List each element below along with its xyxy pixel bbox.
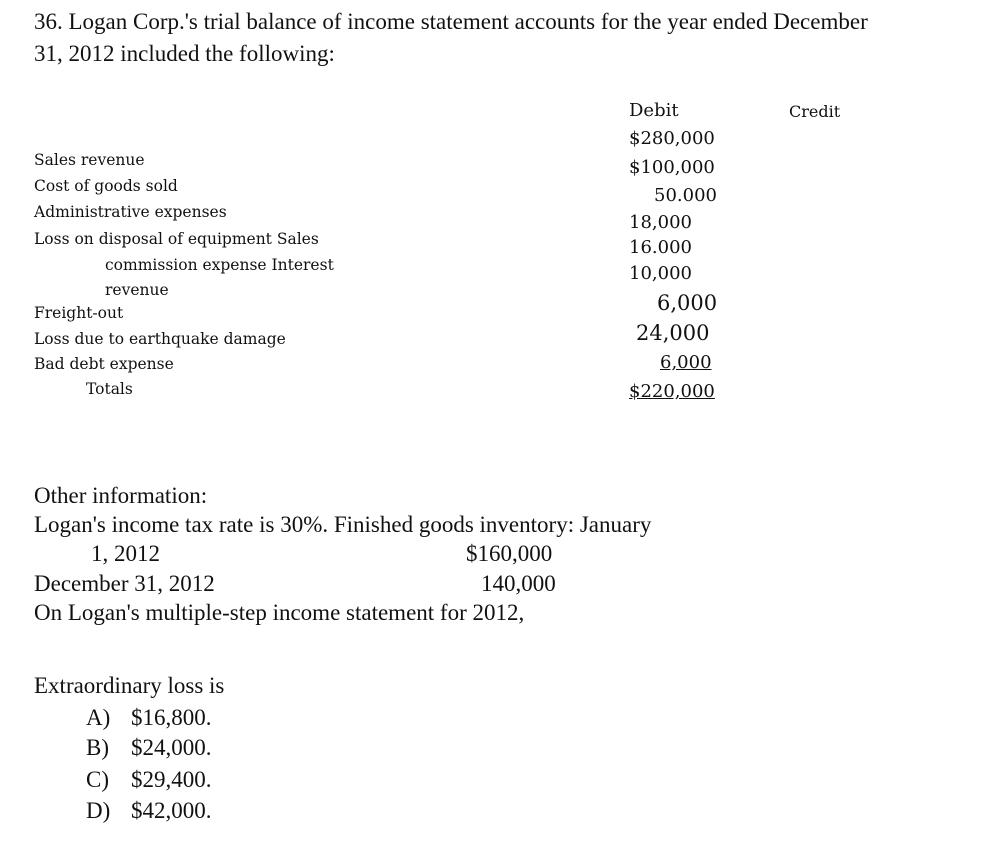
question-text bbox=[34, 6, 868, 70]
question-line-2: 31, 2012 included the following: bbox=[34, 41, 335, 66]
question-number: 36. bbox=[34, 9, 63, 34]
tax-rate-line: Logan's income tax rate is 30%. Finished goods inventory: January bbox=[34, 512, 652, 537]
amount-6: 10,000 bbox=[629, 263, 692, 284]
label-earthquake-loss: Loss due to earthquake damage bbox=[34, 330, 286, 348]
statement-line: On Logan's multiple-step income statement for 2012, bbox=[34, 600, 525, 625]
amount-7: 6,000 bbox=[657, 291, 718, 315]
choice-a-value: $16,800. bbox=[131, 705, 212, 730]
amount-9: 6,000 bbox=[660, 352, 712, 373]
amount-4: 18,000 bbox=[629, 212, 692, 233]
amount-5: 16.000 bbox=[629, 237, 692, 258]
credit-header: Credit bbox=[789, 102, 841, 121]
choice-b-value: $24,000. bbox=[131, 735, 212, 760]
amount-8: 24,000 bbox=[636, 321, 710, 345]
debit-header: Debit bbox=[629, 100, 679, 121]
question-line-1: 36. Logan Corp.'s trial balance of income statement accounts for the year ended December bbox=[34, 9, 868, 34]
choice-b-letter: B) bbox=[86, 735, 109, 760]
choice-c-value: $29,400. bbox=[131, 767, 212, 792]
choice-c-letter: C) bbox=[86, 767, 109, 792]
choice-d-letter: D) bbox=[86, 798, 111, 823]
label-freight-out: Freight-out bbox=[34, 304, 124, 322]
amount-3: 50.000 bbox=[654, 185, 717, 206]
label-loss-on-disposal: Loss on disposal of equipment Sales bbox=[34, 230, 319, 248]
label-revenue: revenue bbox=[105, 281, 169, 299]
other-info-heading: Other information: bbox=[34, 483, 208, 508]
label-cost-of-goods-sold: Cost of goods sold bbox=[34, 177, 178, 195]
label-administrative-expenses: Administrative expenses bbox=[34, 203, 227, 221]
label-totals: Totals bbox=[86, 380, 133, 398]
amount-total: $220,000 bbox=[629, 381, 715, 402]
december-date: December 31, 2012 bbox=[34, 571, 215, 596]
january-inventory-value: $160,000 bbox=[466, 541, 553, 566]
amount-1: $280,000 bbox=[629, 128, 715, 149]
december-inventory-value: 140,000 bbox=[481, 571, 556, 596]
label-commission-interest: commission expense Interest bbox=[105, 256, 334, 274]
label-sales-revenue: Sales revenue bbox=[34, 151, 145, 169]
question-prompt: Extraordinary loss is bbox=[34, 673, 225, 698]
january-date: 1, 2012 bbox=[91, 541, 160, 566]
label-bad-debt-expense: Bad debt expense bbox=[34, 355, 174, 373]
choice-a-letter: A) bbox=[86, 705, 111, 730]
choice-d-value: $42,000. bbox=[131, 798, 212, 823]
amount-2: $100,000 bbox=[629, 157, 715, 178]
